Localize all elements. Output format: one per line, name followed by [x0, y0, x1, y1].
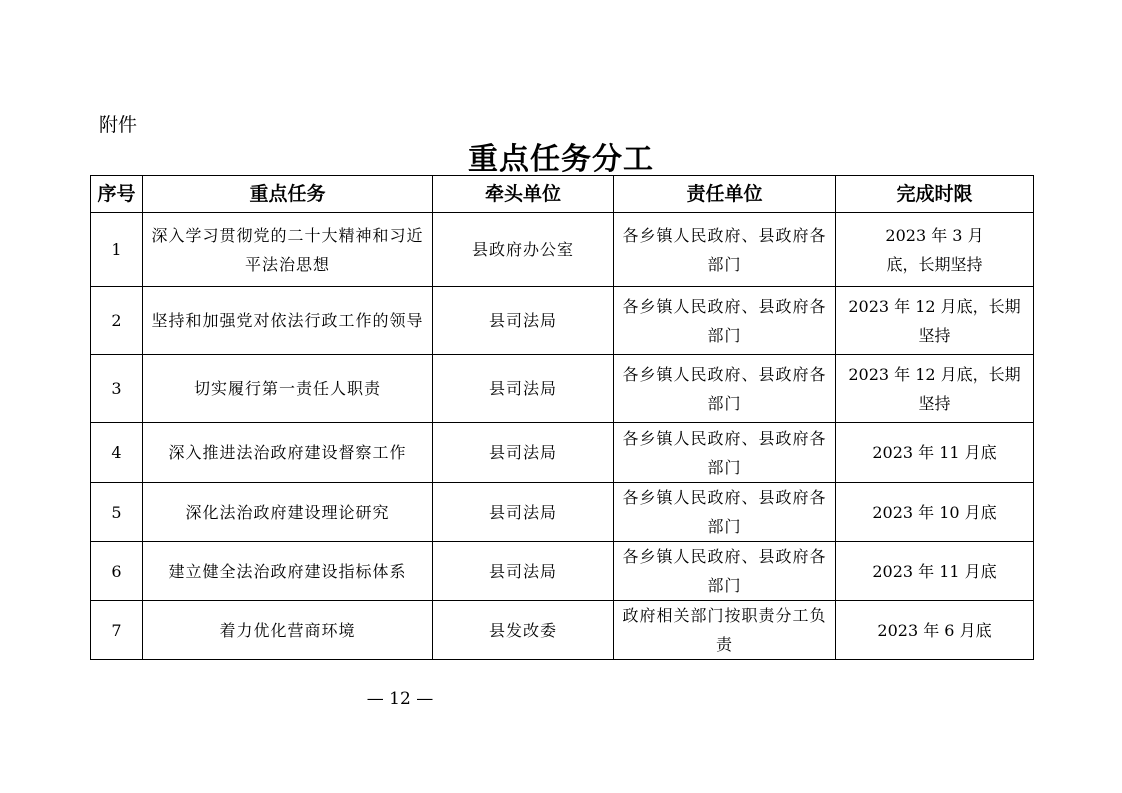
page-title: 重点任务分工	[468, 142, 654, 177]
row-lead-unit: 县发改委	[433, 601, 614, 660]
row-lead-unit: 县司法局	[433, 542, 614, 601]
row-responsible-unit: 各乡镇人民政府、县政府各部门	[614, 355, 836, 423]
row-lead-unit: 县司法局	[433, 423, 614, 483]
row-deadline: 2023 年 6 月底	[836, 601, 1034, 660]
table-row	[91, 542, 1034, 601]
row-index: 3	[91, 355, 143, 423]
row-index: 4	[91, 423, 143, 483]
row-deadline: 2023 年 12 月底，长期坚持	[836, 355, 1034, 423]
row-lead-unit: 县政府办公室	[433, 213, 614, 287]
row-responsible-unit: 政府相关部门按职责分工负责	[614, 601, 836, 660]
table-row	[91, 601, 1034, 660]
row-deadline: 2023 年 3 月底，长期坚持	[836, 213, 1034, 287]
row-responsible-unit: 各乡镇人民政府、县政府各部门	[614, 483, 836, 542]
page-number: — 12 —	[366, 689, 434, 709]
header-deadline: 完成时限	[836, 176, 1034, 213]
table-row	[91, 355, 1034, 423]
header-lead-unit: 牵头单位	[433, 176, 614, 213]
row-task: 深入推进法治政府建设督察工作	[143, 423, 433, 483]
header-index: 序号	[91, 176, 143, 213]
row-index: 6	[91, 542, 143, 601]
row-task: 深化法治政府建设理论研究	[143, 483, 433, 542]
row-index: 2	[91, 287, 143, 355]
row-deadline: 2023 年 12 月底，长期坚持	[836, 287, 1034, 355]
row-task: 坚持和加强党对依法行政工作的领导	[143, 287, 433, 355]
row-responsible-unit: 各乡镇人民政府、县政府各部门	[614, 542, 836, 601]
row-task: 建立健全法治政府建设指标体系	[143, 542, 433, 601]
table-row	[91, 287, 1034, 355]
task-assignment-table	[90, 175, 1034, 660]
table-header-row	[91, 176, 1034, 213]
attachment-label: 附件	[99, 114, 138, 136]
header-responsible-unit: 责任单位	[614, 176, 836, 213]
row-task: 深入学习贯彻党的二十大精神和习近平法治思想	[143, 213, 433, 287]
header-task: 重点任务	[143, 176, 433, 213]
row-deadline: 2023 年 11 月底	[836, 542, 1034, 601]
table-row	[91, 423, 1034, 483]
table-row	[91, 483, 1034, 542]
row-lead-unit: 县司法局	[433, 483, 614, 542]
row-responsible-unit: 各乡镇人民政府、县政府各部门	[614, 423, 836, 483]
row-index: 5	[91, 483, 143, 542]
table-row	[91, 213, 1034, 287]
row-deadline: 2023 年 11 月底	[836, 423, 1034, 483]
row-task: 着力优化营商环境	[143, 601, 433, 660]
row-index: 1	[91, 213, 143, 287]
row-lead-unit: 县司法局	[433, 287, 614, 355]
row-deadline: 2023 年 10 月底	[836, 483, 1034, 542]
row-responsible-unit: 各乡镇人民政府、县政府各部门	[614, 213, 836, 287]
row-responsible-unit: 各乡镇人民政府、县政府各部门	[614, 287, 836, 355]
row-lead-unit: 县司法局	[433, 355, 614, 423]
row-index: 7	[91, 601, 143, 660]
row-task: 切实履行第一责任人职责	[143, 355, 433, 423]
